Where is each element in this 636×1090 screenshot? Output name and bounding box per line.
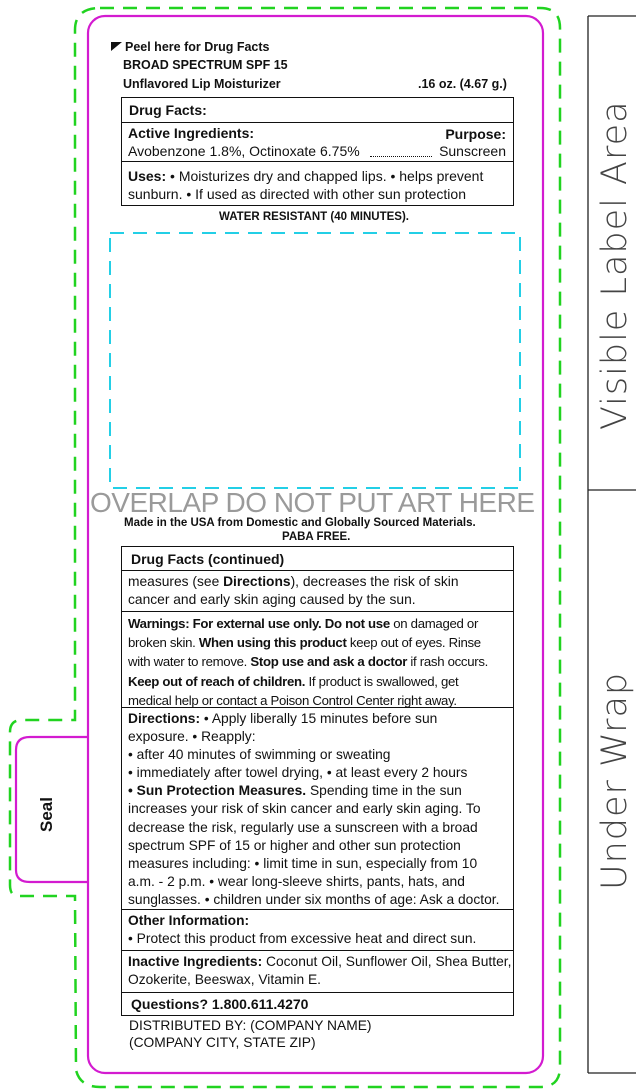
peel-arrow-icon: [111, 42, 122, 51]
divider: [122, 992, 513, 993]
uses-text: sunburn. • If used as directed with other sun protection: [128, 186, 466, 202]
divider: [122, 122, 513, 123]
drug-facts-continued-heading: Drug Facts (continued): [131, 551, 285, 567]
uses-text: • Moisturizes dry and chapped lips. • helps prevent: [166, 168, 484, 184]
divider: [122, 707, 513, 708]
inactive-ingredients-section: Inactive Ingredients: Coconut Oil, Sunflower Oil, Shea Butter, Ozokerite, Beeswax, Vitamin E.: [128, 954, 512, 987]
distributor-address: (COMPANY CITY, STATE ZIP): [129, 1035, 316, 1050]
warnings-section: Warnings: For external use only. Do not use on damaged or broken skin. When using this product keep out of eyes. Rinse with water to remove. Stop use and ask a doctor if rash occurs. Keep out of reach of children. If product is swallowed, get medical help or contact a Poison Control Center right away.: [128, 616, 488, 708]
seal-label: Seal: [37, 797, 56, 832]
drug-facts-continued-box: [121, 546, 514, 1016]
made-in-usa-text: Made in the USA from Domestic and Globally Sourced Materials.: [124, 517, 476, 529]
directions-section: Directions: • Apply liberally 15 minutes before sun exposure. • Reapply: • after 40 minutes of swimming or sweating • immediately after towel drying, • at least every 2 hours • Sun Protection Measures. Spending time in the sun increases your risk of skin cancer and early skin aging. To decrease the risk, regularly use a sunscreen with a broad spectrum SPF of 15 or higher and other sun protection measures including: • limit time in sun, especially from 10 a.m. - 2 p.m. • wear long-sleeve shirts, pants, hats, and sunglasses. • children under six months of age: Ask a doctor.: [128, 711, 500, 907]
under-wrap-text: Under Wrap: [595, 671, 635, 890]
divider: [122, 950, 513, 951]
uses-section: [128, 167, 483, 203]
no-art-zone: [110, 233, 520, 488]
net-weight: .16 oz. (4.67 g.): [418, 77, 507, 91]
divider: [122, 909, 513, 910]
peel-here-text[interactable]: Peel here for Drug Facts: [125, 40, 270, 54]
active-ingredients-label: Active Ingredients:: [128, 125, 255, 141]
other-information-section: Other Information: • Protect this product from excessive heat and direct sun.: [128, 913, 477, 946]
purpose-value: Sunscreen: [439, 143, 506, 159]
dot-leader: [370, 156, 432, 157]
divider: [122, 611, 513, 612]
distributor-line: DISTRIBUTED BY: (COMPANY NAME): [129, 1018, 372, 1033]
overlap-warning-text: OVERLAP DO NOT PUT ART HERE: [90, 487, 535, 518]
water-resistant-text: WATER RESISTANT (40 MINUTES).: [219, 211, 409, 223]
divider: [122, 161, 513, 162]
product-subtitle: Unflavored Lip Moisturizer: [123, 77, 281, 91]
paba-free-text: PABA FREE.: [282, 531, 351, 543]
continued-measures: measures (see Directions), decreases the risk of skin cancer and early skin aging caused by the sun.: [128, 574, 459, 607]
drug-facts-heading: Drug Facts:: [129, 102, 207, 118]
questions-phone: Questions? 1.800.611.4270: [131, 996, 309, 1012]
product-title: BROAD SPECTRUM SPF 15: [123, 58, 288, 72]
drug-facts-box: [121, 97, 514, 206]
visible-label-area-text: Visible Label Area: [595, 100, 635, 430]
active-ingredient-value: Avobenzone 1.8%, Octinoxate 6.75%: [128, 143, 360, 159]
purpose-label: Purpose:: [445, 126, 506, 142]
uses-label: Uses:: [128, 168, 167, 184]
divider: [122, 570, 513, 571]
